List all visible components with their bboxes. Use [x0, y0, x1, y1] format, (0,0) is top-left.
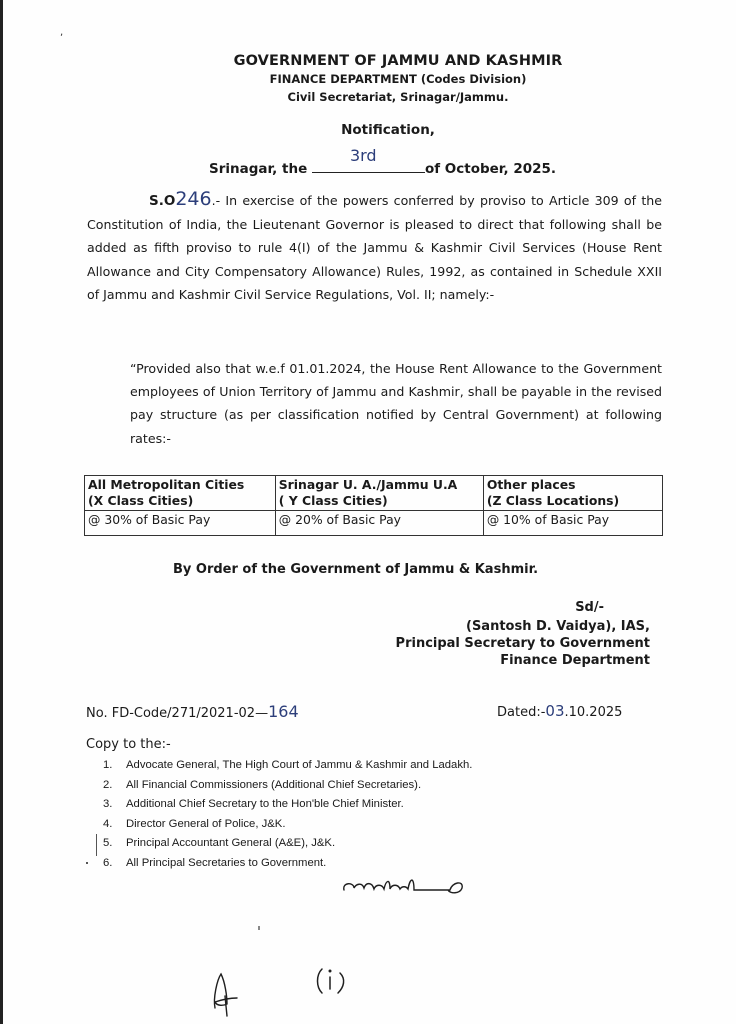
- list-item: [103, 776, 472, 796]
- header-line: ( Y Class Cities): [278, 493, 388, 508]
- item-number: 2.: [103, 778, 113, 791]
- list-item: [103, 756, 472, 776]
- handwritten-signature: [340, 872, 470, 902]
- paragraph-2-proviso: “Provided also that w.e.f 01.01.2024, the House Rent Allowance to the Government employees of Union Territory of Jammu and Kashmir, shall be payable in the revised pay structure (as per classification notified by Central Government) at following rates:-: [130, 361, 662, 446]
- dated: [497, 702, 622, 720]
- list-item: [103, 795, 472, 815]
- margin-mark: [96, 834, 97, 856]
- sd-mark: Sd/-: [575, 600, 604, 615]
- item-number: 4.: [103, 817, 113, 830]
- dated-suffix: .10.2025: [564, 705, 623, 720]
- rate-y-class: @ 20% of Basic Pay: [275, 511, 483, 536]
- department-title: FINANCE DEPARTMENT (Codes Division): [269, 72, 527, 86]
- ink-speck: [258, 926, 260, 930]
- item-text: Principal Accountant General (A&E), J&K.: [126, 837, 336, 850]
- address: Civil Secretariat, Srinagar/Jammu.: [287, 90, 509, 104]
- place-prefix: Srinagar, the: [209, 161, 308, 177]
- rate-z-class: @ 10% of Basic Pay: [483, 511, 662, 536]
- reference-number: [86, 702, 299, 721]
- header-line: All Metropolitan Cities: [88, 477, 245, 492]
- list-item: [103, 815, 472, 835]
- item-number: 1.: [103, 759, 113, 771]
- rate-x-class: @ 30% of Basic Pay: [85, 511, 276, 536]
- item-number: 6.: [103, 856, 113, 869]
- signatory-name: (Santosh D. Vaidya), IAS,: [466, 619, 650, 634]
- header-line: (Z Class Locations): [486, 493, 620, 508]
- header-line: Srinagar U. A./Jammu U.A: [278, 477, 458, 492]
- dated-handwritten-day: 03: [545, 702, 565, 720]
- header-z-class: [483, 476, 662, 511]
- signatory-designation: Principal Secretary to Government: [395, 636, 650, 651]
- table-row: [85, 511, 663, 536]
- margin-dot: [86, 862, 88, 864]
- date-blank: [312, 146, 425, 173]
- stray-mark: ,: [60, 27, 64, 38]
- paragraph-1-text: .- In exercise of the powers conferred by proviso to Article 309 of the Constitution of India, the Lieutenant Governor is pleased to direct that following shall be added as fifth proviso to rule 4(I) of the Jammu & Kashmir Civil Services (House Rent Allowance and City Compensatory Allowance) Rules, 1992, as contained in Schedule XXII of Jammu and Kashmir Civil Service Regulations, Vol. II; namely:-: [87, 193, 662, 302]
- reference-handwritten-number: 164: [268, 702, 299, 721]
- item-number: 5.: [103, 837, 113, 850]
- item-text: All Principal Secretaries to Government.: [126, 856, 327, 869]
- place-date-line: [209, 146, 557, 177]
- item-number: 3.: [103, 798, 113, 811]
- date-suffix: of October, 2025.: [424, 161, 557, 177]
- scan-edge: [0, 0, 3, 1024]
- item-text: Additional Chief Secretary to the Hon'ble Chief Minister.: [126, 798, 404, 811]
- item-text: Director General of Police, J&K.: [126, 817, 286, 830]
- item-text: Advocate General, The High Court of Jammu & Kashmir and Ladakh.: [126, 759, 473, 771]
- copy-to-label: Copy to the:-: [86, 737, 171, 752]
- table-header-row: [85, 476, 663, 511]
- header-line: (X Class Cities): [88, 493, 194, 508]
- government-title: GOVERNMENT OF JAMMU AND KASHMIR: [233, 53, 563, 69]
- dated-label: Dated:-: [497, 705, 546, 720]
- handwritten-day: 3rd: [349, 146, 377, 165]
- header-line: Other places: [486, 477, 576, 492]
- notification-title: Notification,: [341, 122, 435, 138]
- header-x-class: [85, 476, 276, 511]
- so-number: 246: [175, 188, 212, 210]
- so-label: S.O: [149, 193, 176, 209]
- header-y-class: [275, 476, 483, 511]
- signatory-department: Finance Department: [500, 653, 650, 668]
- list-item: [103, 854, 472, 874]
- list-item: [103, 834, 472, 854]
- copy-to-list: [103, 756, 472, 874]
- item-text: All Financial Commissioners (Additional Chief Secretaries).: [126, 778, 422, 791]
- handwritten-initials: [207, 968, 247, 1018]
- hra-rates-table: [84, 475, 663, 536]
- reference-prefix: No. FD-Code/271/2021-02—: [86, 706, 269, 721]
- by-order-line: By Order of the Government of Jammu & Kashmir.: [173, 562, 539, 577]
- paragraph-1: [87, 188, 662, 306]
- page-mark-i: [312, 963, 352, 1003]
